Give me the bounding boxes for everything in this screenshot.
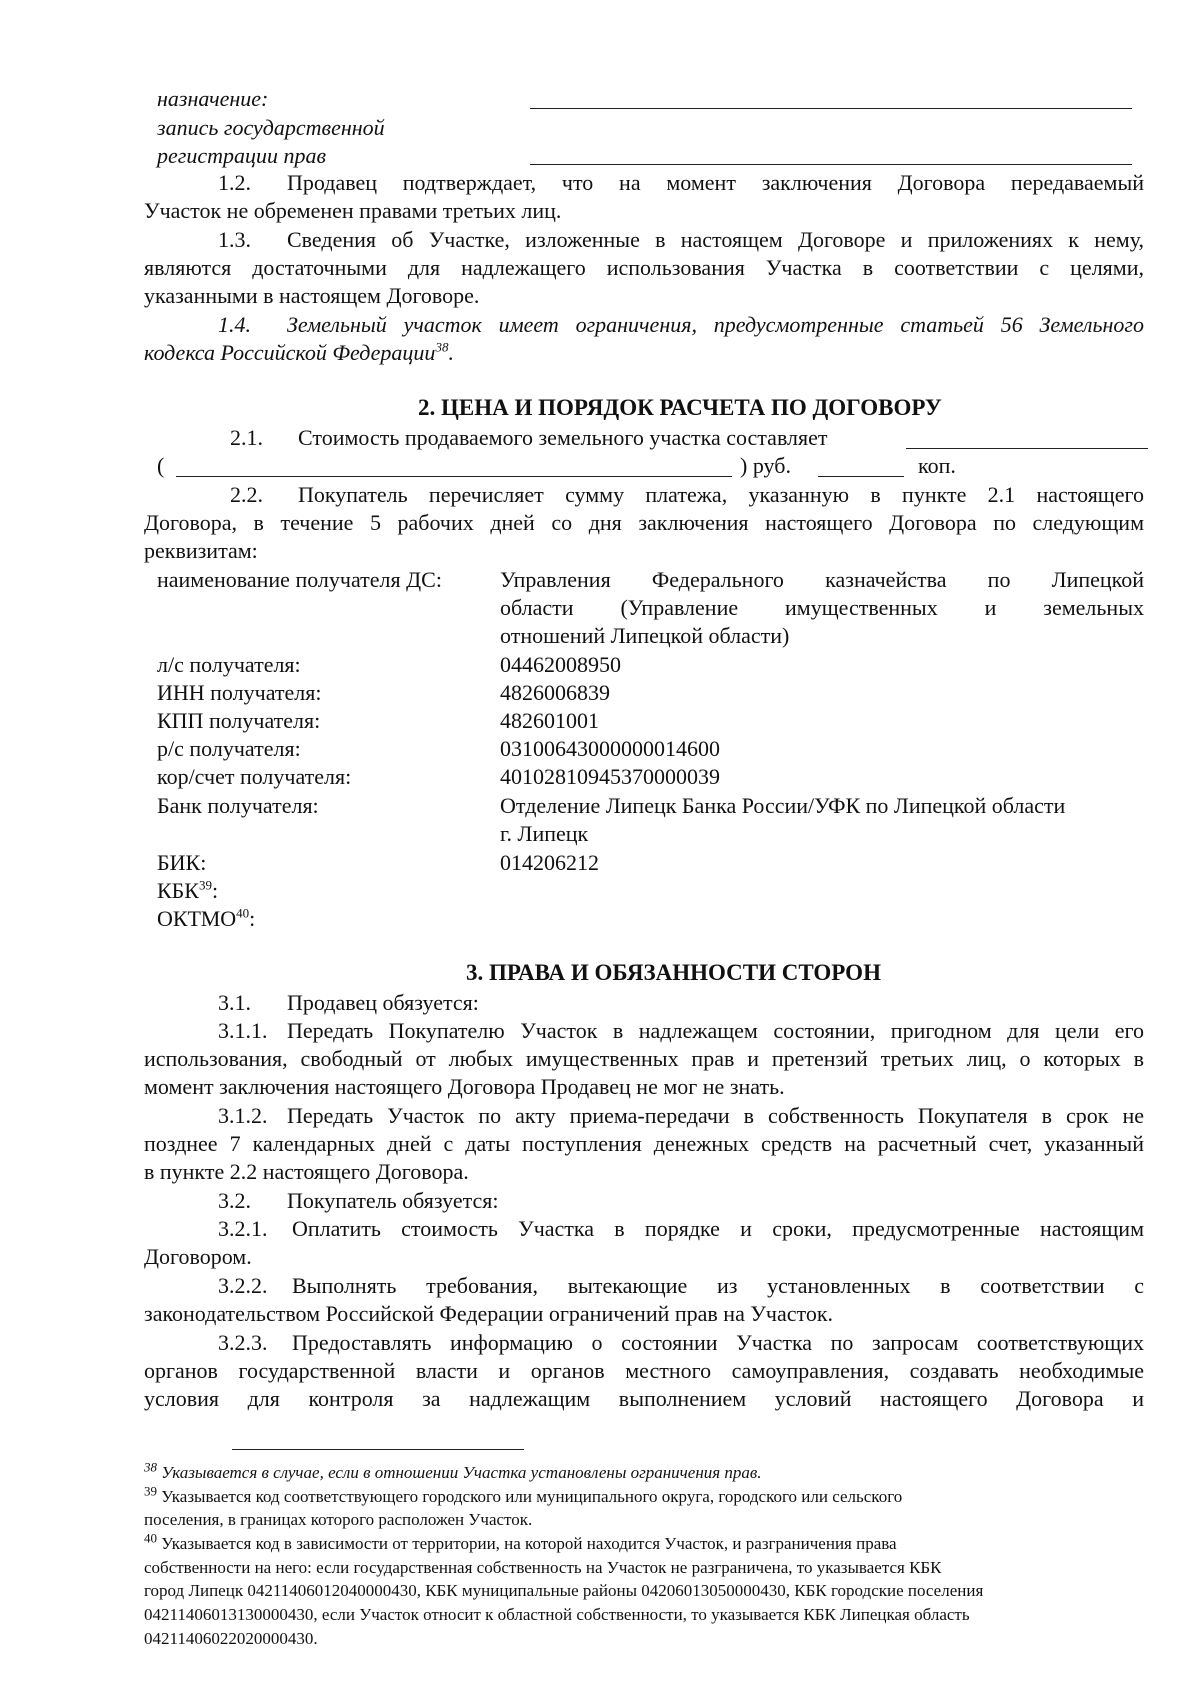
registration-blank-line xyxy=(530,164,1132,165)
clause-3-2-3-line3: условия для контроля за надлежащим выполнением условий настоящего Договора и xyxy=(144,1386,1144,1411)
clause-3-2-1-number: 3.2.1. xyxy=(218,1216,268,1241)
clause-3-2-number: 3.2. xyxy=(218,1188,251,1213)
bik-label: БИК: xyxy=(157,850,207,875)
footnote-40-line4: 04211406013130000430, если Участок относит к областной собственности, то указывается КБК Липецкая область xyxy=(144,1605,970,1624)
kbk-label xyxy=(157,877,218,905)
clause-3-2-3-line2: органов государственной власти и органов местного самоуправления, создавать необходимые xyxy=(144,1358,1144,1383)
bank-label: Банк получателя: xyxy=(157,793,319,818)
clause-1-3-number: 1.3. xyxy=(218,227,251,252)
footnote-40-line5: 04211406022020000430. xyxy=(144,1629,318,1648)
clause-3-1-2-number: 3.1.2. xyxy=(218,1103,268,1128)
clause-3-1-1-line1: Передать Покупателю Участок в надлежащем состоянии, пригодном для цели его xyxy=(287,1018,1144,1043)
purpose-blank-line xyxy=(530,108,1132,109)
footnote-ref-38: 38 xyxy=(435,339,449,355)
oktmo-label xyxy=(157,905,255,933)
clause-3-2-text: Покупатель обязуется: xyxy=(287,1188,499,1213)
footnote-40-number: 40 xyxy=(144,1530,157,1546)
price-kop-label: коп. xyxy=(918,453,956,478)
footnote-ref-39: 39 xyxy=(198,877,212,893)
clause-3-2-1-line2: Договором. xyxy=(144,1244,252,1269)
registration-label-line1: запись государственной xyxy=(157,115,385,140)
requisite-value: 4826006839 xyxy=(500,680,610,705)
footnote-separator xyxy=(232,1449,524,1450)
footnote-39-text: Указывается код соответствующего городского или муниципального округа, городского или сельского xyxy=(157,1487,903,1506)
clause-3-2-2-number: 3.2.2. xyxy=(218,1273,268,1298)
clause-1-4-line1: Земельный участок имеет ограничения, предусмотренные статьей 56 Земельного xyxy=(287,312,1144,337)
footnote-40-text: Указывается код в зависимости от территории, на которой находится Участок, и разграничения права xyxy=(157,1534,897,1553)
bik-value: 014206212 xyxy=(500,850,599,875)
clause-3-2-3-number: 3.2.3. xyxy=(218,1330,268,1355)
clause-3-1-2-line1: Передать Участок по акту приема-передачи в собственность Покупателя в срок не xyxy=(287,1103,1144,1128)
clause-2-1-number: 2.1. xyxy=(230,425,263,450)
clause-3-1-2-line2: позднее 7 календарных дней с даты поступления денежных средств на расчетный счет, указанный xyxy=(144,1131,1144,1156)
clause-3-2-2-line1: Выполнять требования, вытекающие из установленных в соответствии с xyxy=(292,1273,1144,1298)
clause-2-2-line2: Договора, в течение 5 рабочих дней со дня заключения настоящего Договора по следующим xyxy=(144,510,1144,535)
clause-1-3-line3: указанными в настоящем Договоре. xyxy=(144,283,480,308)
requisite-label: КПП получателя: xyxy=(157,708,321,733)
footnote-40-line2: собственности на него: если государственная собственность на Участок не разграничена, то указывается КБК xyxy=(144,1558,942,1577)
price-rub-label: ) руб. xyxy=(740,453,791,478)
footnote-39-line1 xyxy=(144,1483,903,1508)
footnote-40-line1 xyxy=(144,1530,897,1555)
clause-1-3-line1: Сведения об Участке, изложенные в настоящем Договоре и приложениях к нему, xyxy=(287,227,1144,252)
clause-1-3-line2: являются достаточными для надлежащего использования Участка в соответствии с целями, xyxy=(144,255,1144,280)
recipient-value-line2: области (Управление имущественных и земельных xyxy=(500,595,1144,620)
requisite-value: 482601001 xyxy=(500,708,599,733)
clause-3-2-1-line1: Оплатить стоимость Участка в порядке и сроки, предусмотренные настоящим xyxy=(292,1216,1144,1241)
oktmo-label-text: ОКТМО xyxy=(157,906,237,931)
footnote-38 xyxy=(144,1459,762,1484)
requisite-label: р/с получателя: xyxy=(157,736,301,761)
requisite-value: 40102810945370000039 xyxy=(500,764,720,789)
clause-3-1-1-line3: момент заключения настоящего Договора Продавец не мог не знать. xyxy=(144,1074,785,1099)
clause-1-2-number: 1.2. xyxy=(218,170,251,195)
clause-2-2-number: 2.2. xyxy=(230,482,263,507)
clause-2-1-text: Стоимость продаваемого земельного участка составляет xyxy=(298,425,828,450)
clause-2-2-line1: Покупатель перечисляет сумму платежа, указанную в пункте 2.1 настоящего xyxy=(298,482,1144,507)
recipient-label: наименование получателя ДС: xyxy=(157,567,442,592)
recipient-value-line1: Управления Федерального казначейства по Липецкой xyxy=(500,567,1144,592)
footnote-39-number: 39 xyxy=(144,1483,157,1499)
footnote-38-text: Указывается в случае, если в отношении Участка установлены ограничения прав. xyxy=(157,1463,762,1482)
clause-3-1-number: 3.1. xyxy=(218,990,251,1015)
clause-3-1-1-number: 3.1.1. xyxy=(218,1018,268,1043)
price-numeric-blank xyxy=(906,448,1148,449)
requisite-label: кор/счет получателя: xyxy=(157,764,352,789)
clause-1-2-line2: Участок не обременен правами третьих лиц. xyxy=(144,198,562,223)
purpose-label: назначение: xyxy=(157,86,269,111)
footnote-40-line3: город Липецк 04211406012040000430, КБК муниципальные районы 04206013050000430, КБК городские поселения xyxy=(144,1581,984,1600)
requisite-value: 04462008950 xyxy=(500,652,621,677)
clause-3-2-3-line1: Предоставлять информацию о состоянии Участка по запросам соответствующих xyxy=(292,1330,1144,1355)
requisite-value: 03100643000000014600 xyxy=(500,736,720,761)
clause-3-1-2-line3: в пункте 2.2 настоящего Договора. xyxy=(144,1159,469,1184)
price-open-paren: ( xyxy=(157,453,165,478)
price-kop-blank xyxy=(818,476,904,477)
clause-2-2-line3: реквизитам: xyxy=(144,538,258,563)
price-words-blank xyxy=(176,476,732,477)
requisite-label: л/с получателя: xyxy=(157,652,301,677)
clause-3-1-1-line2: использования, свободный от любых имущественных прав и претензий третьих лиц, о которых в xyxy=(144,1046,1144,1071)
footnote-38-number: 38 xyxy=(144,1459,157,1475)
footnote-ref-40: 40 xyxy=(236,905,250,921)
bank-value-line2: г. Липецк xyxy=(500,821,589,846)
clause-1-4-number: 1.4. xyxy=(218,312,251,337)
clause-1-2-line1: Продавец подтверждает, что на момент заключения Договора передаваемый xyxy=(287,170,1144,195)
oktmo-colon: : xyxy=(249,906,256,931)
clause-1-4-line2 xyxy=(144,339,454,367)
clause-3-1-text: Продавец обязуется: xyxy=(287,990,479,1015)
registration-label-line2: регистрации прав xyxy=(157,143,327,168)
bank-value-line1: Отделение Липецк Банка России/УФК по Липецкой области xyxy=(500,793,1066,818)
footnote-39-line2: поселения, в границах которого расположен Участок. xyxy=(144,1510,533,1529)
clause-1-4-line2-text: кодекса Российской Федерации xyxy=(144,340,436,365)
recipient-value-line3: отношений Липецкой области) xyxy=(500,623,790,648)
kbk-colon: : xyxy=(211,878,219,903)
section-3-heading: 3. ПРАВА И ОБЯЗАННОСТИ СТОРОН xyxy=(466,960,881,985)
kbk-label-text: КБК xyxy=(157,878,199,903)
section-2-heading: 2. ЦЕНА И ПОРЯДОК РАСЧЕТА ПО ДОГОВОРУ xyxy=(418,395,942,420)
requisite-label: ИНН получателя: xyxy=(157,680,322,705)
clause-3-2-2-line2: законодательством Российской Федерации ограничений прав на Участок. xyxy=(144,1301,834,1326)
clause-1-4-period: . xyxy=(448,340,454,365)
